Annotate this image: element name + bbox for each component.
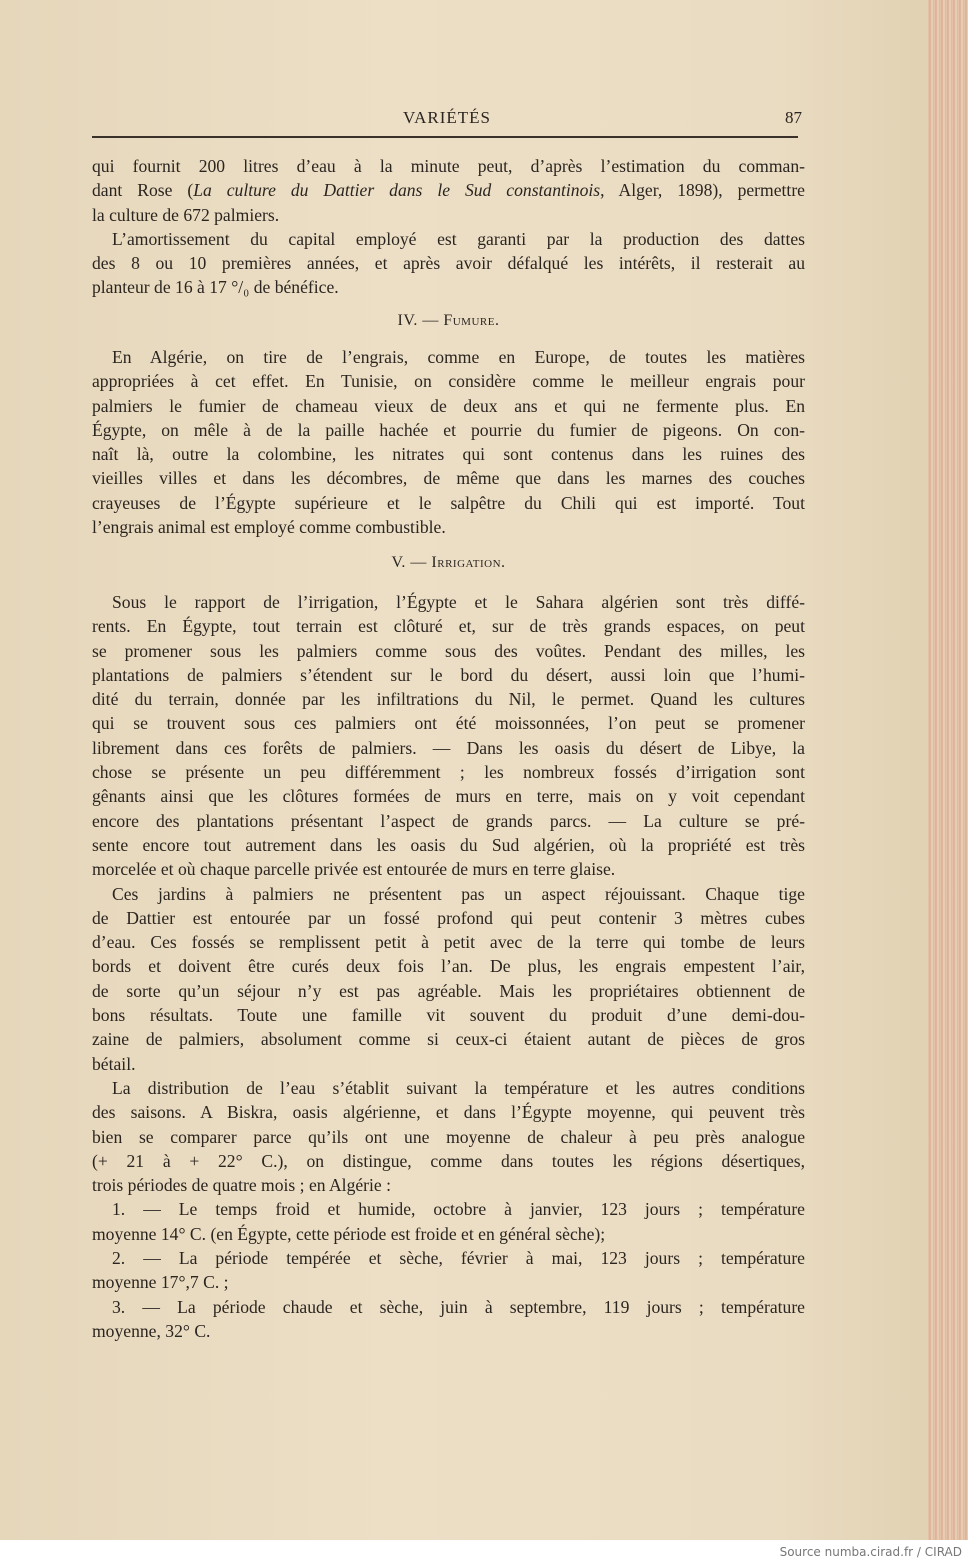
text-line: de Dattier est entourée par un fossé profond qui peut contenir 3 mètres cubes xyxy=(92,907,805,928)
text-line: chose se présente un peu différemment ; les nombreux fossés d’irrigation sont xyxy=(92,762,805,783)
text-line: des saisons. A Biskra, oasis algérienne, et dans l’Égypte moyenne, qui peuvent très xyxy=(92,1102,805,1123)
running-header xyxy=(92,108,802,130)
text-line: Sous le rapport de l’irrigation, l’Égypte et le Sahara algérien sont très diffé- xyxy=(112,592,805,612)
text-line: sente encore tout autrement dans les oasis du Sud algérien, où la propriété est très xyxy=(92,834,805,855)
text-line: rents. En Égypte, tout terrain est clôturé et, sur de très grands espaces, on peut xyxy=(92,616,805,637)
text-line: bons résultats. Toute une famille vit souvent du produit d’une demi-dou- xyxy=(92,1005,805,1026)
text-line: qui se trouvent sous ces palmiers ont été moissonnées, l’on peut se promener xyxy=(92,713,805,734)
text-line: Égypte, on mêle à de la paille hachée et pourrie du fumier de pigeons. On con- xyxy=(92,419,805,440)
text-line: gênants ainsi que les clôtures formées de murs en terre, mais on y voit cependant xyxy=(92,786,805,807)
italic-citation: La culture du Dattier dans le Sud constantinois xyxy=(193,180,601,201)
text-line: appropriées à cet effet. En Tunisie, on considère comme le meilleur engrais pour xyxy=(92,371,805,392)
page-edge-stack xyxy=(928,0,968,1540)
text-line: Ces jardins à palmiers ne présentent pas un aspect réjouissant. Chaque tige xyxy=(112,883,805,904)
text-line: l’engrais animal est employé comme combustible. xyxy=(92,517,446,538)
text-line: bords et doivent être curés deux fois l’an. De plus, les engrais empestent l’air, xyxy=(92,956,805,977)
text-line: de sorte qu’un séjour n’y est pas agréable. Mais les propriétaires obtiennent de xyxy=(92,980,805,1001)
text-segment: , Alger, 1898), permettre xyxy=(600,180,805,201)
text-line: 1. — Le temps froid et humide, octobre à janvier, 123 jours ; température xyxy=(112,1199,805,1220)
text-line xyxy=(92,178,805,202)
text-line: morcelée et où chaque parcelle privée est entourée de murs en terre glaise. xyxy=(92,859,616,880)
text-line: planteur de 16 à 17 °/₀ de bénéfice. xyxy=(92,277,339,298)
text-block-fumure xyxy=(92,345,805,539)
text-line: d’eau. Ces fossés se remplissent petit à petit avec de la terre qui tombe de leurs xyxy=(92,932,805,953)
text-line: La distribution de l’eau s’établit suivant la température et les autres conditions xyxy=(112,1077,805,1098)
text-line: naît là, outre la colombine, les nitrates qui sont contenus dans les ruines des xyxy=(92,444,805,465)
text-line: En Algérie, on tire de l’engrais, comme en Europe, de toutes les matières xyxy=(112,347,805,367)
header-rule xyxy=(92,136,798,138)
text-line: librement dans ces forêts de palmiers. — Dans les oasis du désert de Libye, la xyxy=(92,737,805,758)
text-line: 2. — La période tempérée et sèche, février à mai, 123 jours ; température xyxy=(112,1248,805,1269)
section-heading-irrigation: V. — Irrigation. xyxy=(391,554,506,571)
text-line: plantations de palmiers s’étendent sur le bord du désert, aussi loin que l’humi- xyxy=(92,664,805,685)
text-line: L’amortissement du capital employé est garanti par la production des dattes xyxy=(112,228,805,249)
text-line: dité du terrain, donnée par les infiltrations du Nil, le permet. Quand les cultures xyxy=(92,689,805,710)
text-line: trois périodes de quatre mois ; en Algérie : xyxy=(92,1175,392,1196)
text-line: bien se comparer parce qu’ils ont une moyenne de chaleur à peu près analogue xyxy=(92,1126,805,1147)
text-line: la culture de 672 palmiers. xyxy=(92,204,280,225)
text-line: se promener sous les palmiers comme sous des voûtes. Pendant des milles, les xyxy=(92,640,805,661)
text-line: 3. — La période chaude et sèche, juin à septembre, 119 jours ; température xyxy=(112,1296,805,1317)
text-line: palmiers le fumier de chameau vieux de deux ans et qui ne fermente plus. En xyxy=(92,395,805,416)
text-line: qui fournit 200 litres d’eau à la minute peut, d’après l’estimation du comman- xyxy=(92,156,805,176)
text-line: zaine de palmiers, absolument comme si ceux-ci étaient autant de pièces de gros xyxy=(92,1029,805,1050)
running-title: VARIÉTÉS xyxy=(403,108,491,127)
text-line: des 8 ou 10 premières années, et après avoir défalqué les intérêts, il resterait au xyxy=(92,253,805,274)
text-line: encore des plantations présentant l’aspect de grands parcs. — La culture se pré- xyxy=(92,810,805,831)
text-segment: dant Rose ( xyxy=(92,180,194,201)
text-block-irrigation xyxy=(92,590,805,1343)
text-line: bétail. xyxy=(92,1053,136,1074)
text-line: moyenne 14° C. (en Égypte, cette période est froide et en général sèche); xyxy=(92,1223,606,1244)
page-number: 87 xyxy=(785,108,802,127)
text-block-intro xyxy=(92,154,805,300)
source-credit: Source numba.cirad.fr / CIRAD xyxy=(779,1545,962,1559)
text-line: (+ 21 à + 22° C.), on distingue, comme dans toutes les régions désertiques, xyxy=(92,1150,805,1171)
text-line: crayeuses de l’Égypte supérieure et le salpêtre du Chili qui est importé. Tout xyxy=(92,492,805,513)
section-heading-fumure: IV. — Fumure. xyxy=(397,312,500,329)
text-line: moyenne 17°,7 C. ; xyxy=(92,1272,229,1293)
text-line: moyenne, 32° C. xyxy=(92,1320,211,1341)
text-line: vieilles villes et dans les décombres, de même que dans les marnes des couches xyxy=(92,468,805,489)
